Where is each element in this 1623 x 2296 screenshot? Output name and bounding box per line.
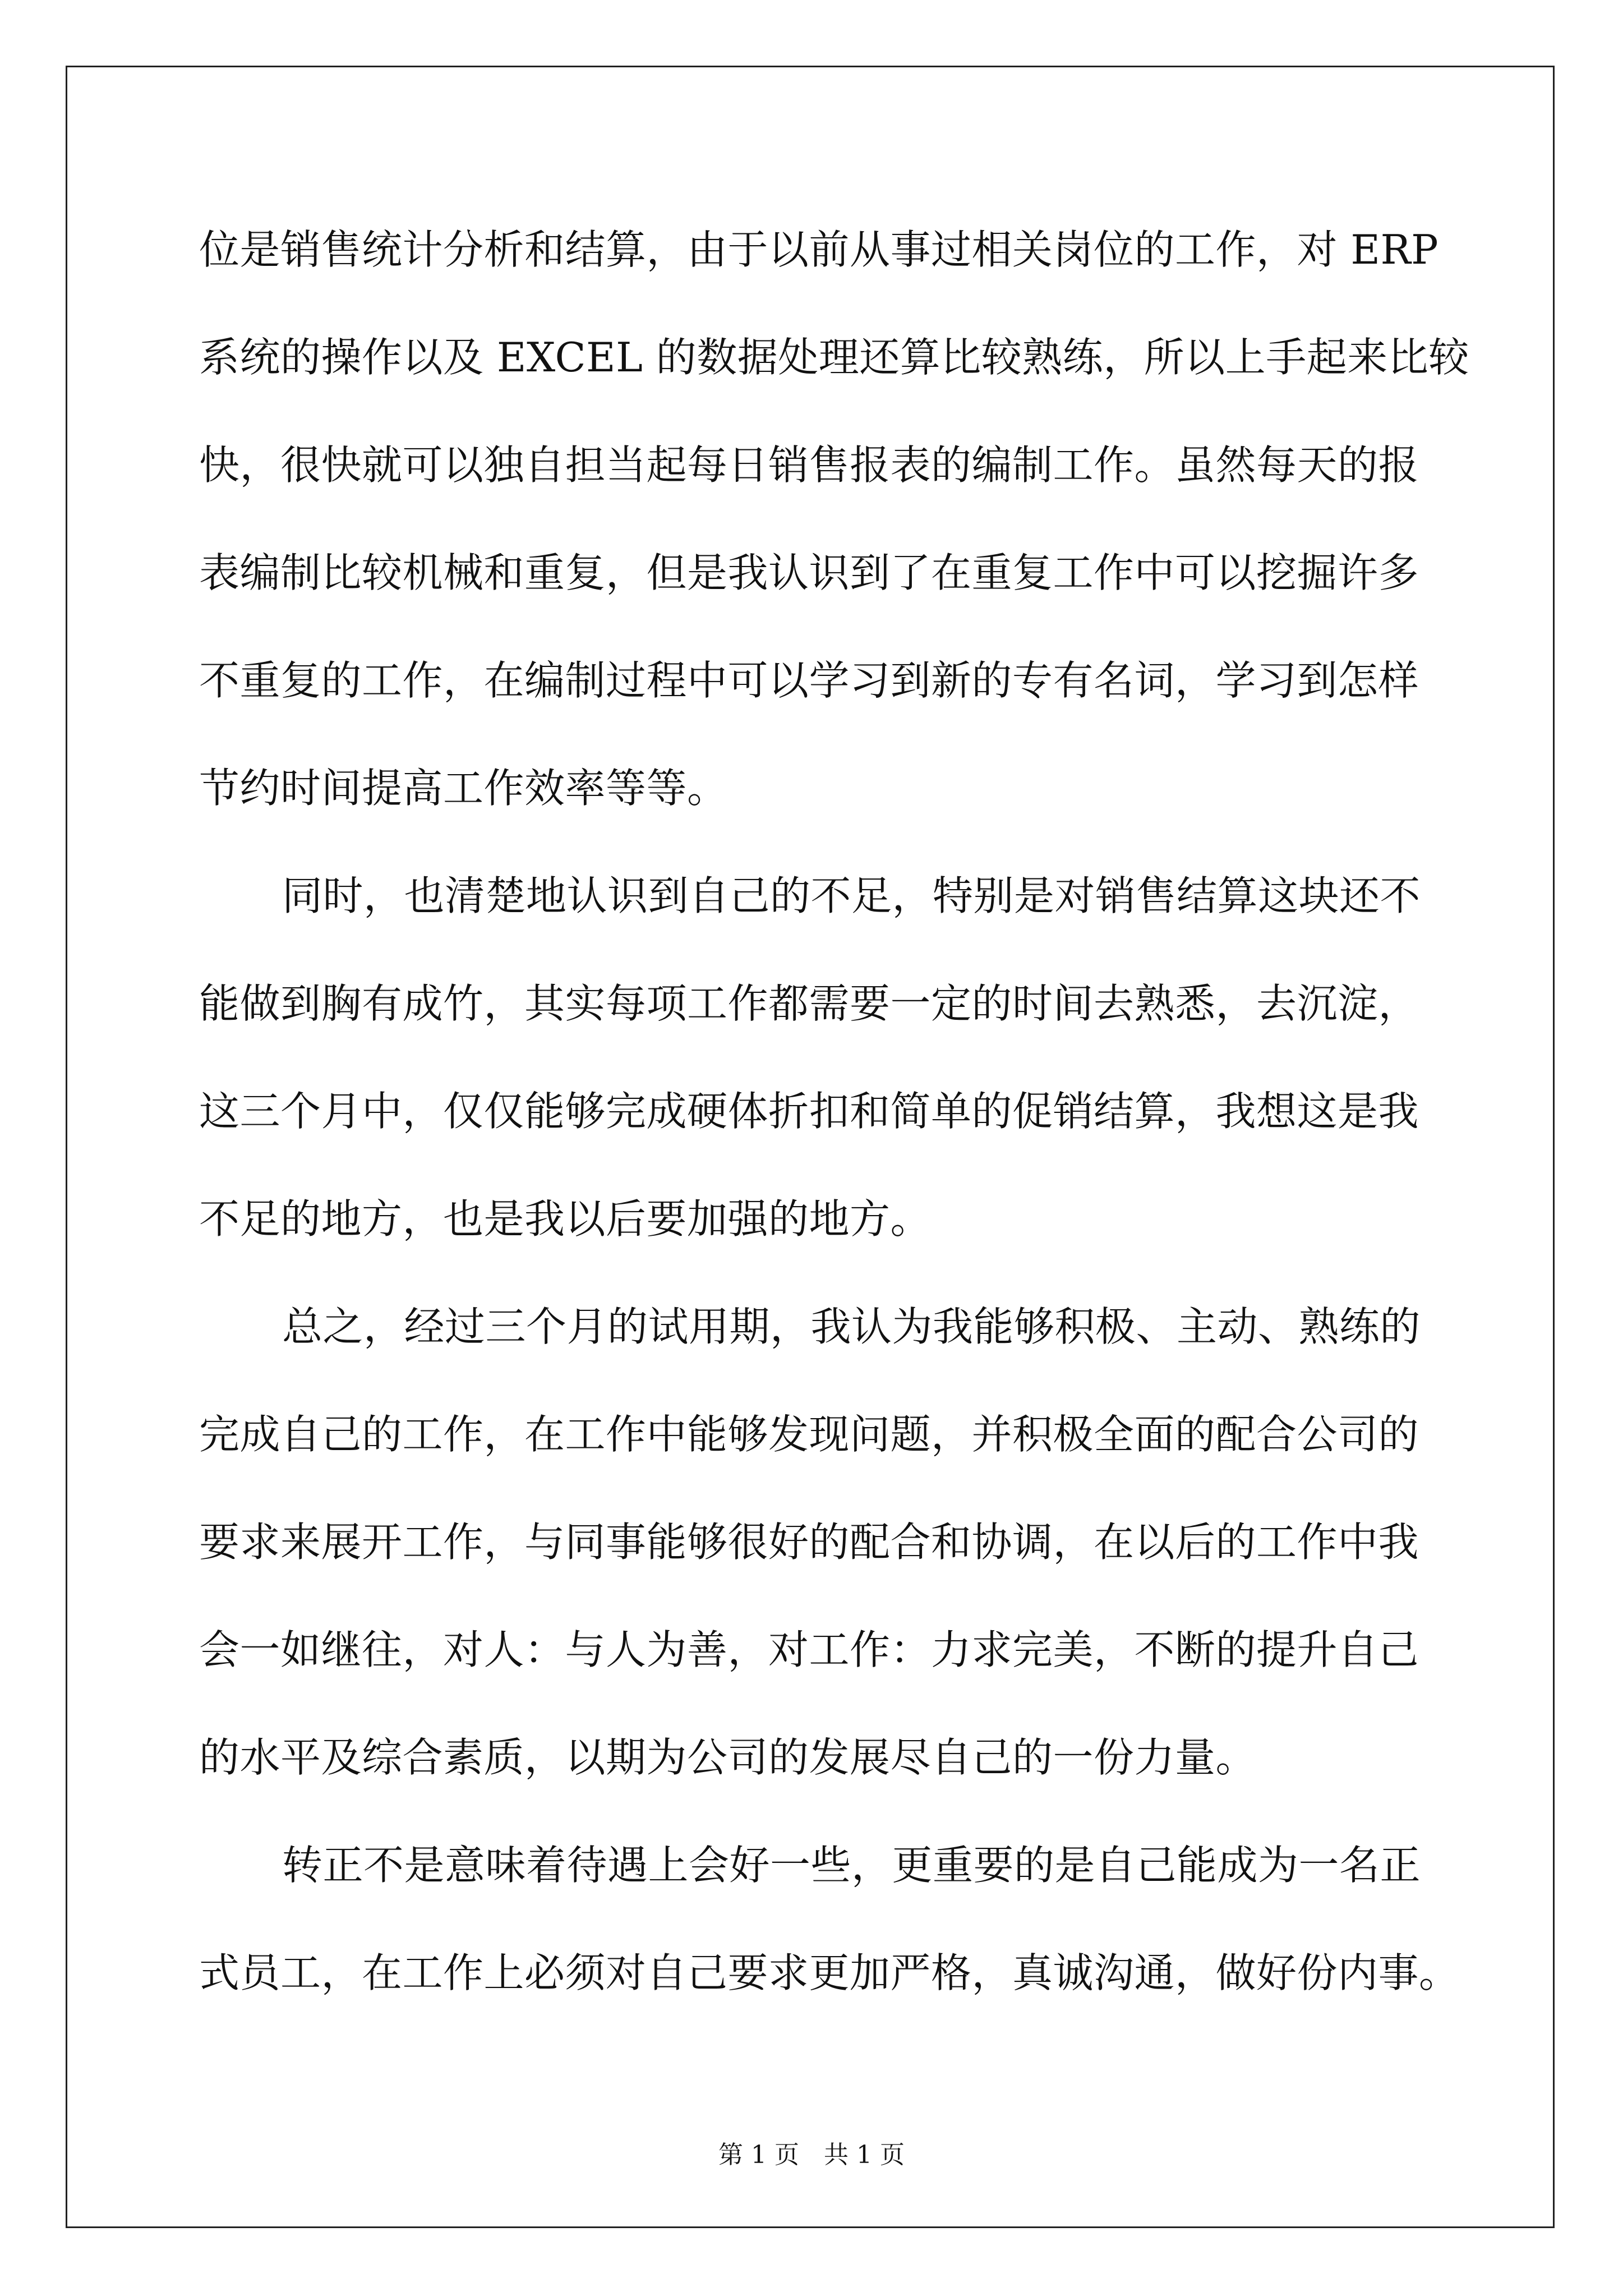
text-line: 快，很快就可以独自担当起每日销售报表的编制工作。虽然每天的报 [199,441,1419,489]
text-line: 不重复的工作，在编制过程中可以学习到新的专有名词，学习到怎样 [199,657,1419,704]
text-line: 式员工，在工作上必须对自己要求更加严格，真诚沟通，做好份内事。 [199,1949,1460,1996]
text-line: 的水平及综合素质，以期为公司的发展尽自己的一份力量。 [199,1734,1257,1781]
page-number-footer: 第 1 页 共 1 页 [718,2141,905,2169]
text-line: 转正不是意味着待遇上会好一些，更重要的是自己能成为一名正 [282,1842,1421,1889]
text-line: 表编制比较机械和重复，但是我认识到了在重复工作中可以挖掘许多 [199,549,1419,596]
text-line: 节约时间提高工作效率等等。 [199,765,728,812]
text-line: 不足的地方，也是我以后要加强的地方。 [199,1195,932,1243]
text-line: 要求来展开工作，与同事能够很好的配合和协调，在以后的工作中我 [199,1519,1419,1566]
text-line: 这三个月中，仅仅能够完成硬体折扣和简单的促销结算，我想这是我 [199,1088,1419,1135]
text-line: 同时，也清楚地认识到自己的不足，特别是对销售结算这块还不 [282,872,1421,919]
document-body [199,219,1469,2050]
text-line: 能做到胸有成竹，其实每项工作都需要一定的时间去熟悉，去沉淀， [199,980,1419,1027]
text-line: 总之，经过三个月的试用期，我认为我能够积极、主动、熟练的 [282,1303,1421,1350]
text-line: 完成自己的工作，在工作中能够发现问题，并积极全面的配合公司的 [199,1411,1419,1458]
text-line: 会一如继往，对人：与人为善，对工作：力求完美，不断的提升自己 [199,1626,1419,1673]
text-line: 位是销售统计分析和结算，由于以前从事过相关岗位的工作，对 ERP [199,226,1439,273]
text-line: 系统的操作以及 EXCEL 的数据处理还算比较熟练，所以上手起来比较 [199,334,1469,381]
